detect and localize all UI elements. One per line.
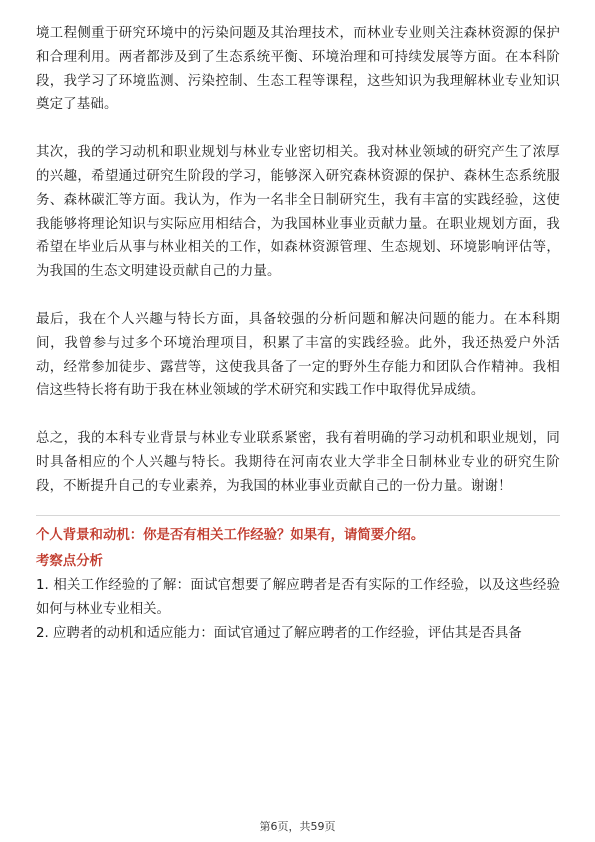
paragraph-background: 境工程侧重于研究环境中的污染问题及其治理技术，而林业专业则关注森林资源的保护和合理利用。两者都涉及到了生态系统平衡、环境治理和可持续发展等方面。在本科阶段，我学习了环境监测、污染控制、生态工程等课程，这些知识为我理解林业专业知识奠定了基础。 [36, 26, 560, 113]
document-content [36, 22, 560, 646]
paragraph-motivation: 其次，我的学习动机和职业规划与林业专业密切相关。我对林业领域的研究产生了浓厚的兴趣，希望通过研究生阶段的学习，能够深入研究森林资源的保护、森林生态系统服务、森林碳汇等方面。我认为，作为一名非全日制研究生，我有丰富的实践经验，这使我能够将理论知识与实际应用相结合，为我国林业事业贡献力量。在职业规划方面，我希望在毕业后从事与林业相关的工作，如森林资源管理、生态规划、环境影响评估等，为我国的生态文明建设贡献自己的力量。 [36, 145, 560, 280]
interview-question: 个人背景和动机：你是否有相关工作经验？如果有，请简要介绍。 [36, 527, 425, 543]
page-number: 第6页，共59页 [259, 820, 336, 833]
analysis-heading: 考察点分析 [36, 553, 103, 569]
paragraph-interests: 最后，我在个人兴趣与特长方面，具备较强的分析问题和解决问题的能力。在本科期间，我曾参与过多个环境治理项目，积累了丰富的实践经验。此外，我还热爱户外活动，经常参加徒步、露营等，这使我具备了一定的野外生存能力和团队合作精神。我相信这些特长将有助于我在林业领域的学术研究和实践工作中取得优异成绩。 [36, 311, 560, 399]
analysis-item: 2. 应聘者的动机和适应能力：面试官通过了解应聘者的工作经验，评估其是否具备 [36, 625, 522, 641]
paragraph-conclusion: 总之，我的本科专业背景与林业专业联系紧密，我有着明确的学习动机和职业规划，同时具备相应的个人兴趣与特长。我期待在河南农业大学非全日制林业专业的研究生阶段，不断提升自己的专业素养，为我国的林业事业贡献自己的一份力量。谢谢！ [36, 431, 560, 494]
section-divider [36, 515, 560, 516]
analysis-item: 1. 相关工作经验的了解：面试官想要了解应聘者是否有实际的工作经验，以及这些经验如何与林业专业相关。 [36, 577, 560, 617]
